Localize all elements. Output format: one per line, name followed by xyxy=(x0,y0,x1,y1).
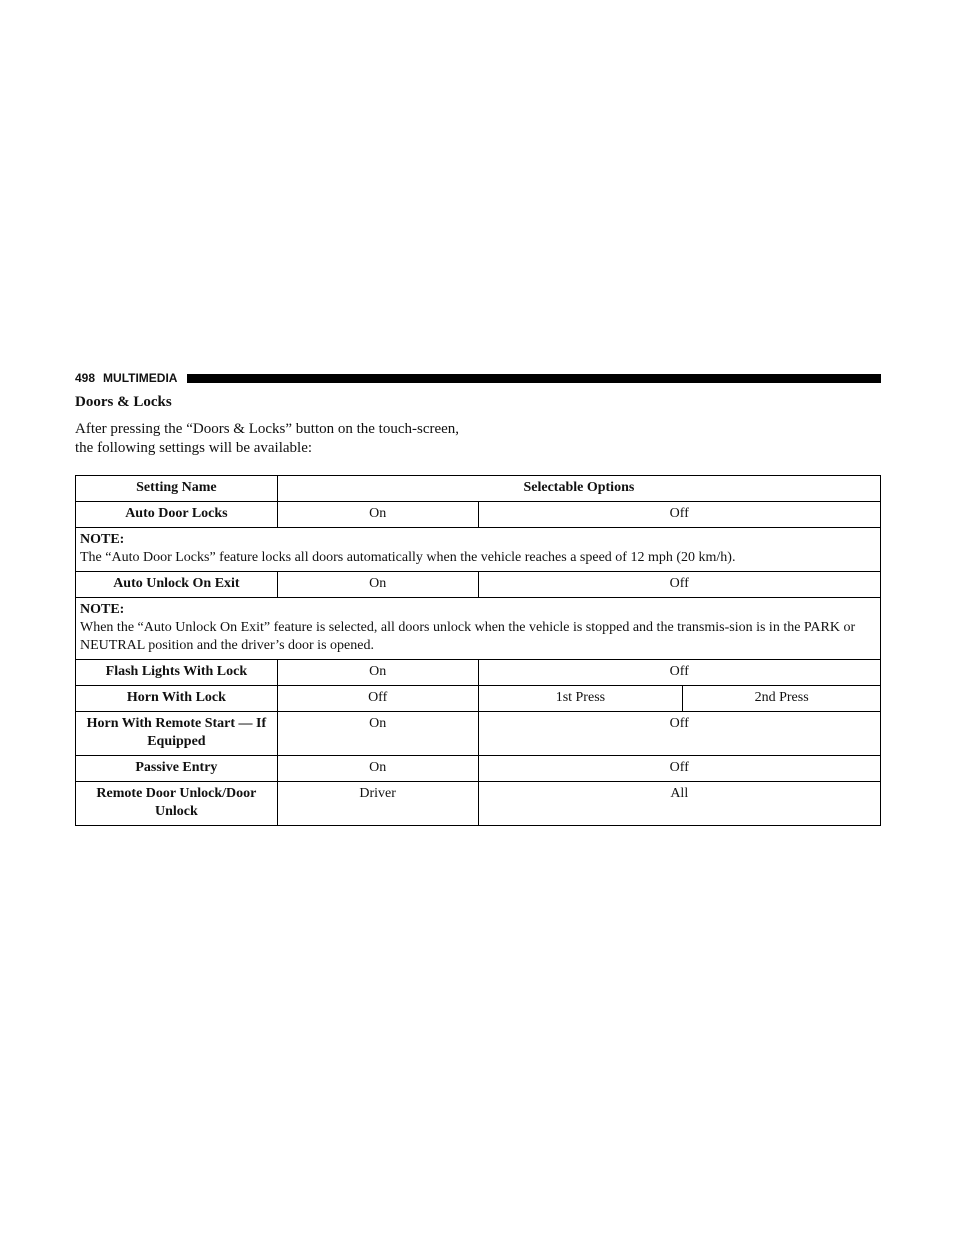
setting-name: Horn With Lock xyxy=(76,686,278,712)
option-value: On xyxy=(277,756,478,782)
setting-name: Remote Door Unlock/Door Unlock xyxy=(76,782,278,826)
table-row xyxy=(76,660,881,686)
option-value: Off xyxy=(478,756,880,782)
option-value: Off xyxy=(478,712,880,756)
page-number: 498 xyxy=(75,371,96,385)
table-row xyxy=(76,686,881,712)
settings-table xyxy=(75,475,881,826)
header-rule xyxy=(187,374,881,383)
page-header xyxy=(75,370,881,386)
column-header-selectable-options: Selectable Options xyxy=(277,476,880,502)
note-cell xyxy=(76,528,881,572)
table-header-row xyxy=(76,476,881,502)
table-row xyxy=(76,756,881,782)
option-value: Off xyxy=(478,572,880,598)
note-cell xyxy=(76,598,881,660)
page-heading: Doors & Locks xyxy=(75,394,172,410)
option-value: Off xyxy=(277,686,478,712)
option-value: Driver xyxy=(277,782,478,826)
table-row xyxy=(76,502,881,528)
option-value: All xyxy=(478,782,880,826)
option-value: Off xyxy=(478,660,880,686)
table-row xyxy=(76,712,881,756)
option-value: 2nd Press xyxy=(683,686,881,712)
note-label: NOTE: xyxy=(80,602,125,617)
note-row xyxy=(76,528,881,572)
column-header-setting-name: Setting Name xyxy=(76,476,278,502)
option-value: Off xyxy=(478,502,880,528)
setting-name: Auto Unlock On Exit xyxy=(76,572,278,598)
setting-name: Horn With Remote Start — If Equipped xyxy=(76,712,278,756)
intro-paragraph: After pressing the “Doors & Locks” button on the touch-screen, the following settings will be available: xyxy=(75,421,460,456)
option-value: On xyxy=(277,502,478,528)
table-row xyxy=(76,782,881,826)
option-value: On xyxy=(277,712,478,756)
note-text: When the “Auto Unlock On Exit” feature is selected, all doors unlock when the vehicle is stopped and the transmis-sion is in the PARK or NEUTRAL position and the driver’s door is opened. xyxy=(80,620,856,653)
option-value: On xyxy=(277,572,478,598)
setting-name: Flash Lights With Lock xyxy=(76,660,278,686)
note-row xyxy=(76,598,881,660)
setting-name: Auto Door Locks xyxy=(76,502,278,528)
note-label: NOTE: xyxy=(80,532,125,547)
note-text: The “Auto Door Locks” feature locks all doors automatically when the vehicle reaches a speed of 12 mph (20 km/h). xyxy=(80,550,736,565)
option-value: 1st Press xyxy=(478,686,683,712)
section-title: MULTIMEDIA xyxy=(103,371,178,385)
table-row xyxy=(76,572,881,598)
option-value: On xyxy=(277,660,478,686)
setting-name: Passive Entry xyxy=(76,756,278,782)
